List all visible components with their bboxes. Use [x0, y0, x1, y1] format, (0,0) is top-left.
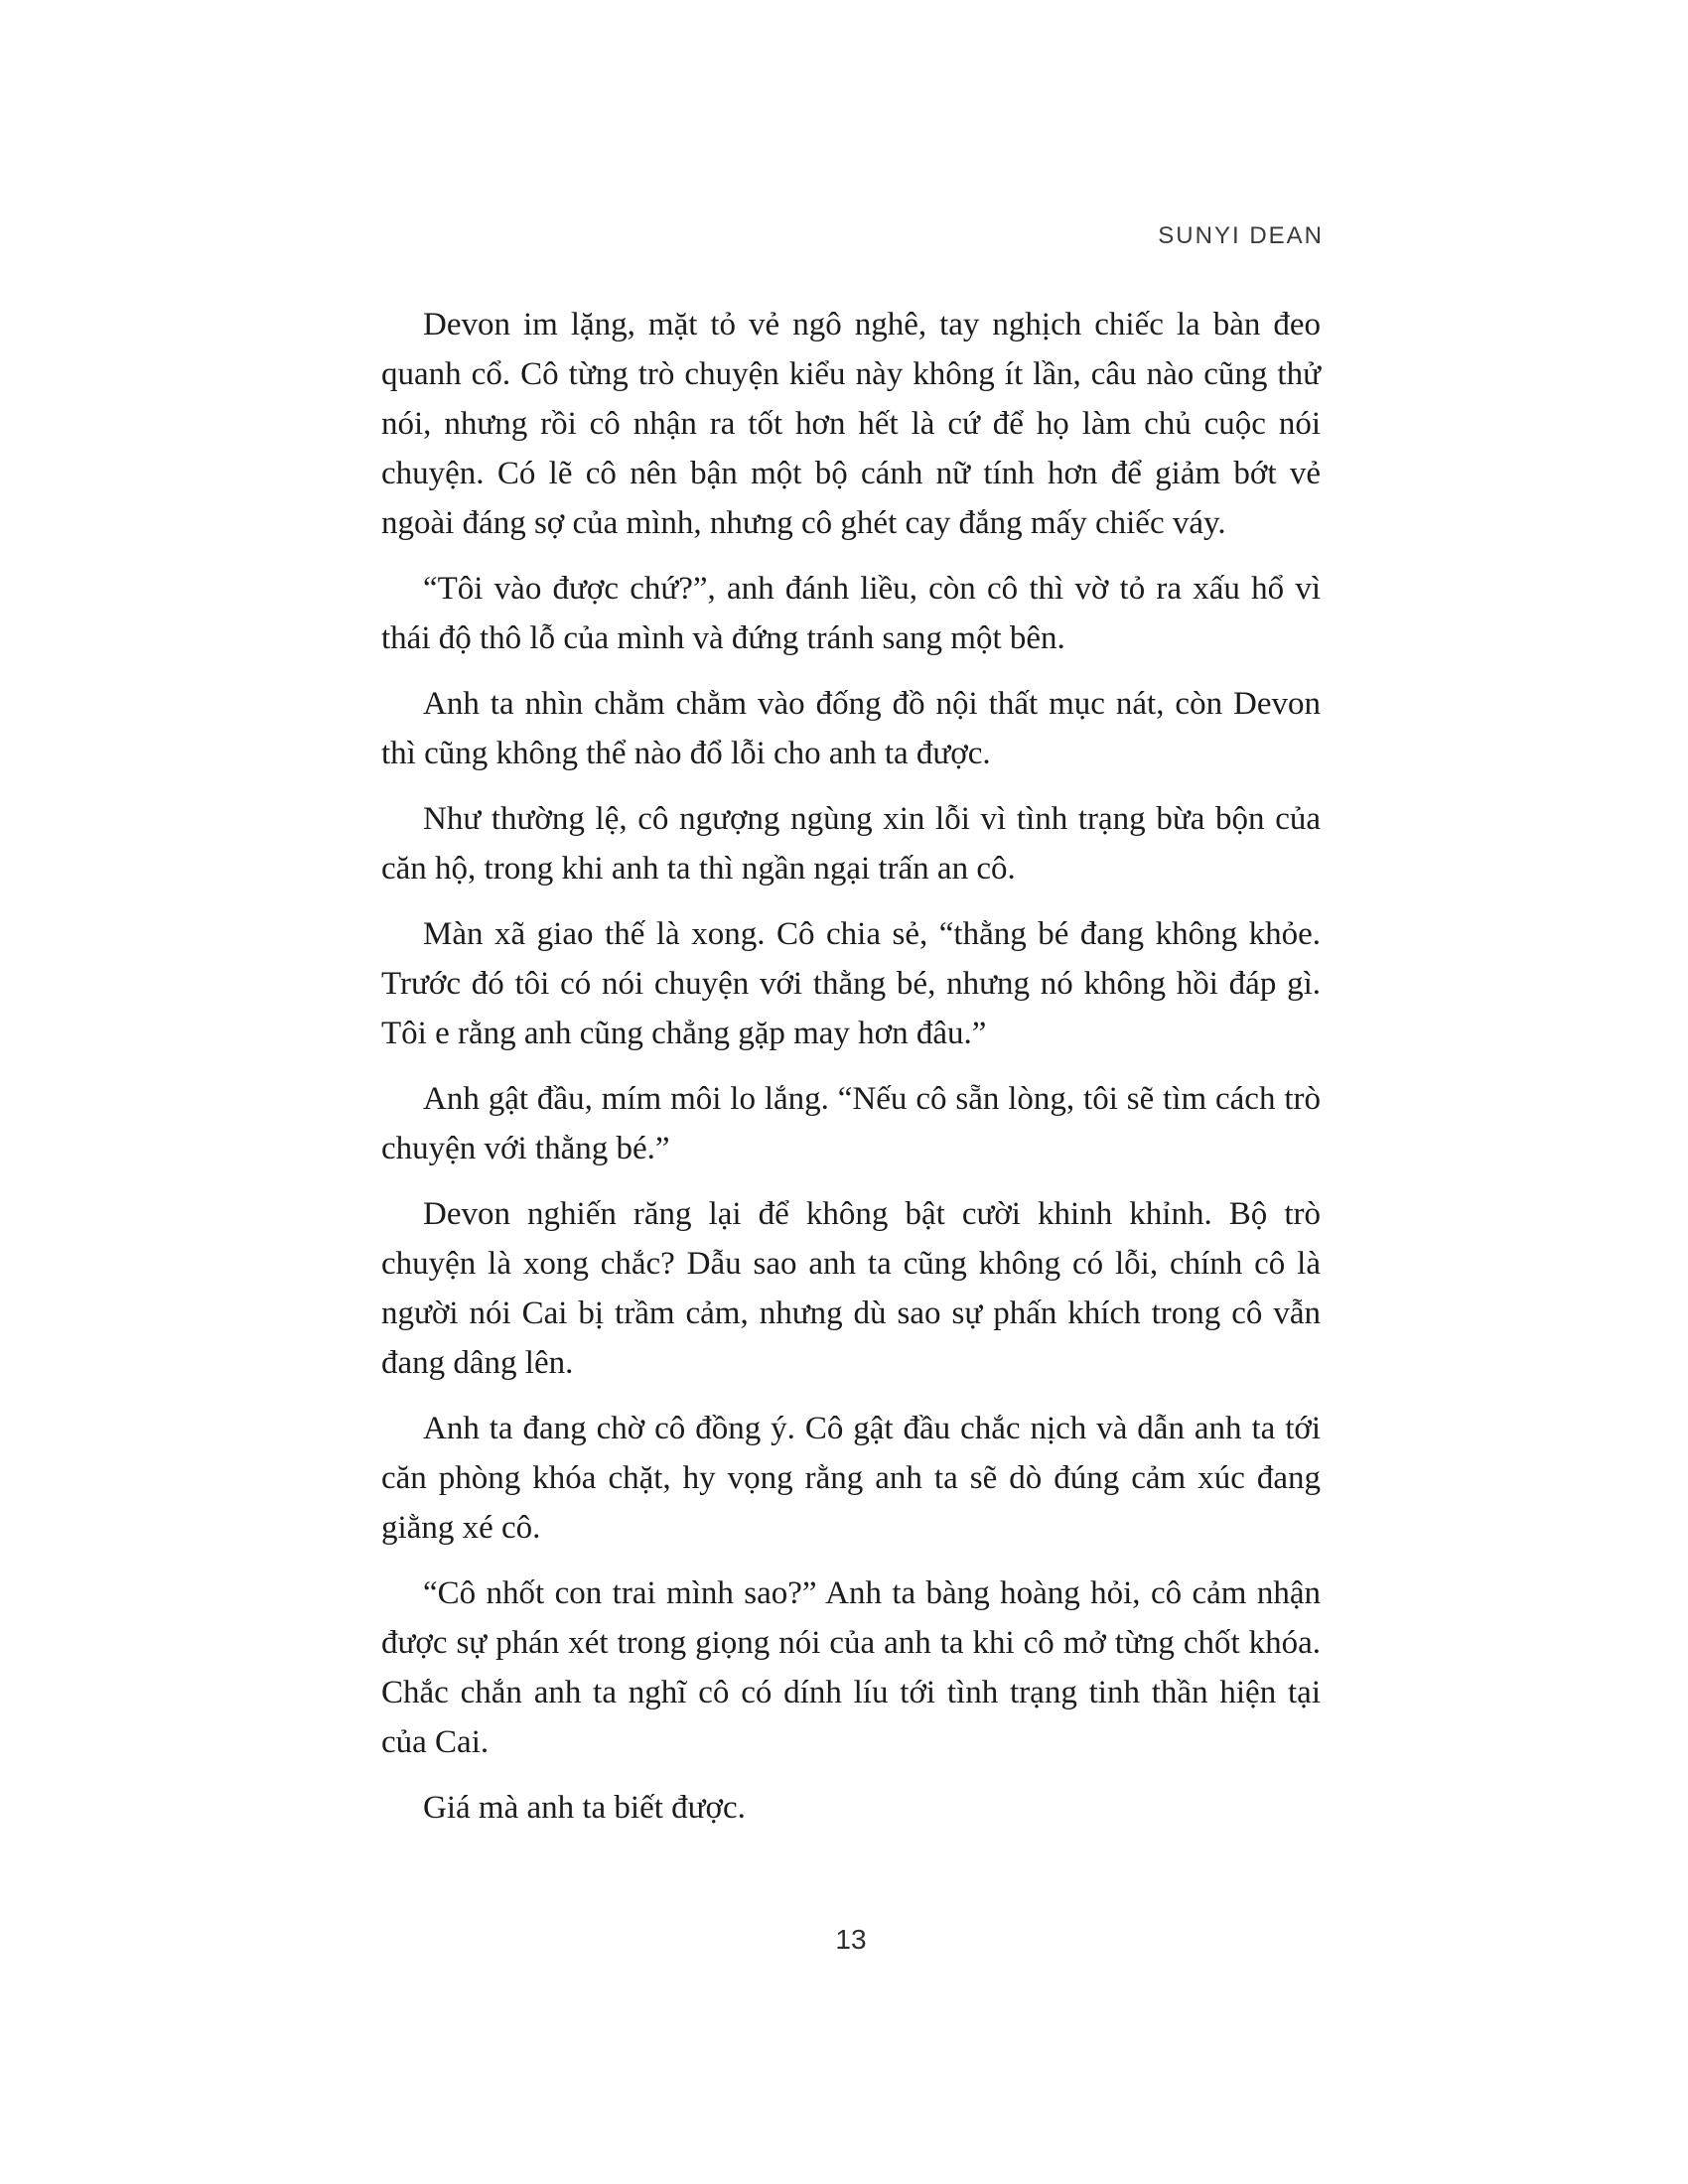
- page-number: 13: [835, 1924, 867, 1955]
- paragraph: “Cô nhốt con trai mình sao?” Anh ta bàng hoàng hỏi, cô cảm nhận được sự phán xét trong giọng nói của anh ta khi cô mở từng chốt khóa. Chắc chắn anh ta nghĩ cô có dính líu tới tình trạng tinh thần hiện tại của Cai.: [381, 1575, 1321, 1760]
- paragraph: Màn xã giao thế là xong. Cô chia sẻ, “thằng bé đang không khỏe. Trước đó tôi có nói chuyện với thằng bé, nhưng nó không hồi đáp gì. Tôi e rằng anh cũng chẳng gặp may hơn đâu.”: [381, 916, 1321, 1051]
- paragraph: Anh ta nhìn chằm chằm vào đống đồ nội thất mục nát, còn Devon thì cũng không thể nào đổ lỗi cho anh ta được.: [381, 686, 1321, 771]
- paragraph: Như thường lệ, cô ngượng ngùng xin lỗi vì tình trạng bừa bộn của căn hộ, trong khi anh ta thì ngần ngại trấn an cô.: [381, 801, 1321, 887]
- running-header: SUNYI DEAN: [1158, 222, 1324, 249]
- paragraph: Devon nghiến răng lại để không bật cười khinh khỉnh. Bộ trò chuyện là xong chắc? Dẫu sao anh ta cũng không có lỗi, chính cô là người nói Cai bị trầm cảm, nhưng dù sao sự phấn khích trong cô vẫn đang dâng lên.: [381, 1196, 1321, 1381]
- paragraph: Anh ta đang chờ cô đồng ý. Cô gật đầu chắc nịch và dẫn anh ta tới căn phòng khóa chặt, hy vọng rằng anh ta sẽ dò đúng cảm xúc đang giằng xé cô.: [381, 1411, 1321, 1546]
- paragraph: Anh gật đầu, mím môi lo lắng. “Nếu cô sẵn lòng, tôi sẽ tìm cách trò chuyện với thằng bé.”: [381, 1081, 1321, 1166]
- paragraph: Devon im lặng, mặt tỏ vẻ ngô nghê, tay nghịch chiếc la bàn đeo quanh cổ. Cô từng trò chuyện kiểu này không ít lần, câu nào cũng thử nói, nhưng rồi cô nhận ra tốt hơn hết là cứ để họ làm chủ cuộc nói chuyện. Có lẽ cô nên bận một bộ cánh nữ tính hơn để giảm bớt vẻ ngoài đáng sợ của mình, nhưng cô ghét cay đắng mấy chiếc váy.: [381, 307, 1321, 541]
- paragraph: “Tôi vào được chứ?”, anh đánh liều, còn cô thì vờ tỏ ra xấu hổ vì thái độ thô lỗ của mình và đứng tránh sang một bên.: [381, 571, 1321, 656]
- body-text: [381, 300, 1321, 1848]
- paragraph: Giá mà anh ta biết được.: [423, 1790, 746, 1826]
